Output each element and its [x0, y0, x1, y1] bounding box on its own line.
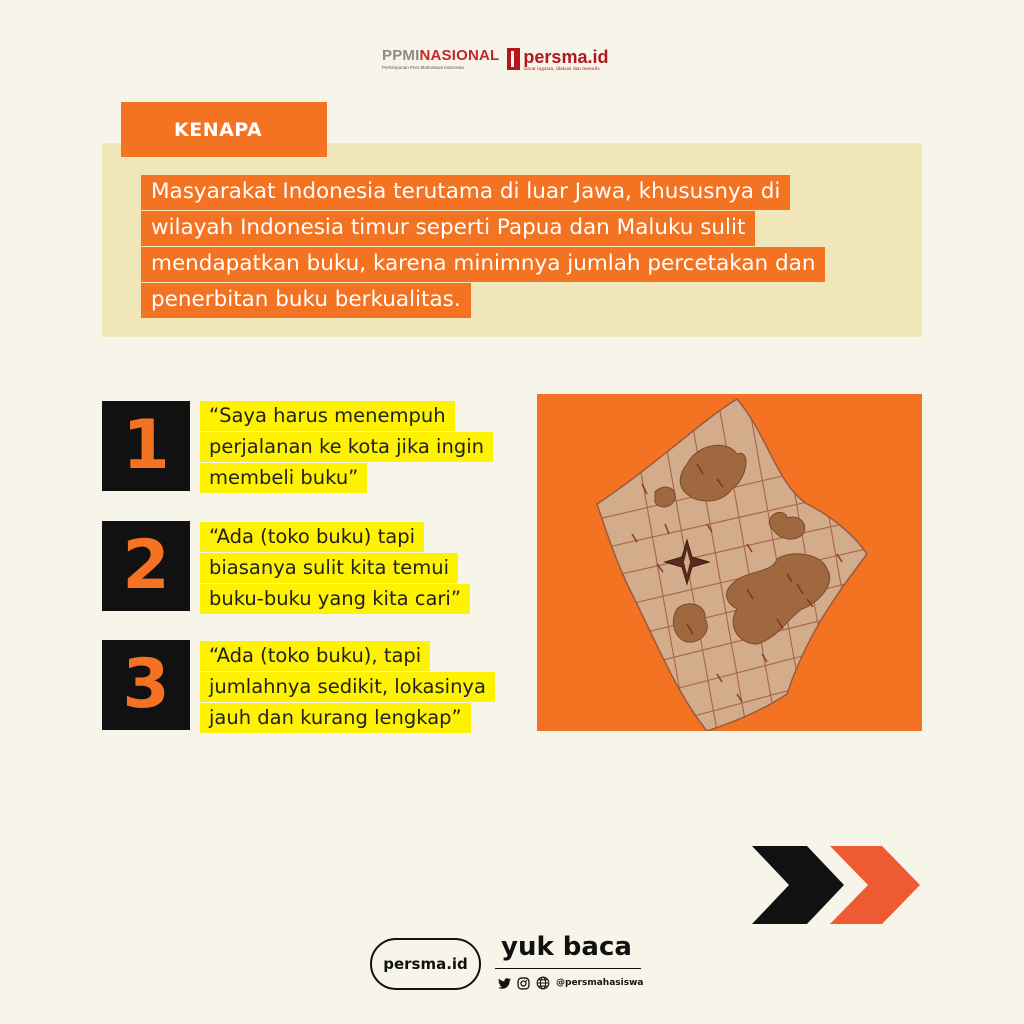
double-chevron-right-icon	[752, 846, 922, 924]
persma-logo-tagline: rawat ingatan, diskusi dan menulis	[523, 66, 600, 72]
ppmi-logo-subtitle: Perhimpunan Pers Mahasiswa Indonesia	[382, 65, 464, 70]
persma-logo-name: persma.id	[523, 47, 609, 67]
why-paragraph	[141, 174, 861, 318]
footer	[370, 930, 644, 990]
quote-1	[200, 400, 500, 493]
twitter-icon[interactable]	[498, 976, 511, 990]
persma-logo	[507, 48, 608, 72]
quote-1-text: “Saya harus menempuh perjalanan ke kota jika ingin membeli buku”	[200, 401, 493, 493]
why-paragraph-text: Masyarakat Indonesia terutama di luar Jawa, khususnya di wilayah Indonesia timur seperti Papua dan Maluku sulit mendapatkan buku, karena minimnya jumlah percetakan dan penerbitan buku berkualitas.	[141, 175, 825, 318]
social-row	[495, 976, 644, 990]
quote-number-3	[102, 640, 190, 730]
social-handle: @persmahasiswa	[556, 978, 644, 988]
quote-2	[200, 521, 500, 614]
quote-3-text: “Ada (toko buku), tapi jumlahnya sedikit, lokasinya jauh dan kurang lengkap”	[200, 641, 495, 733]
quote-number-2-text: 2	[122, 526, 170, 605]
quote-number-1-text: 1	[122, 406, 170, 485]
header-logos	[382, 48, 608, 72]
next-chevrons[interactable]	[752, 846, 922, 928]
why-label-tag	[121, 102, 327, 157]
quote-number-3-text: 3	[122, 645, 170, 724]
ppmi-logo-suffix: NASIONAL	[419, 47, 500, 64]
globe-icon[interactable]	[536, 976, 550, 990]
instagram-icon[interactable]	[517, 976, 530, 990]
quote-number-2	[102, 521, 190, 611]
quote-number-1	[102, 401, 190, 491]
persma-badge-text: persma.id	[383, 955, 468, 973]
ppmi-nasional-logo	[382, 48, 499, 70]
why-label-text: KENAPA	[174, 118, 263, 141]
ppmi-logo-prefix: PPMI	[382, 47, 420, 64]
treasure-map-icon	[537, 394, 922, 731]
persma-badge	[370, 938, 481, 990]
quote-2-text: “Ada (toko buku) tapi biasanya sulit kita temui buku-buku yang kita cari”	[200, 522, 470, 614]
footer-title: yuk baca	[495, 930, 641, 969]
quote-3	[200, 640, 500, 733]
treasure-map-illustration	[537, 394, 922, 731]
persma-logo-mark-icon	[507, 48, 520, 70]
